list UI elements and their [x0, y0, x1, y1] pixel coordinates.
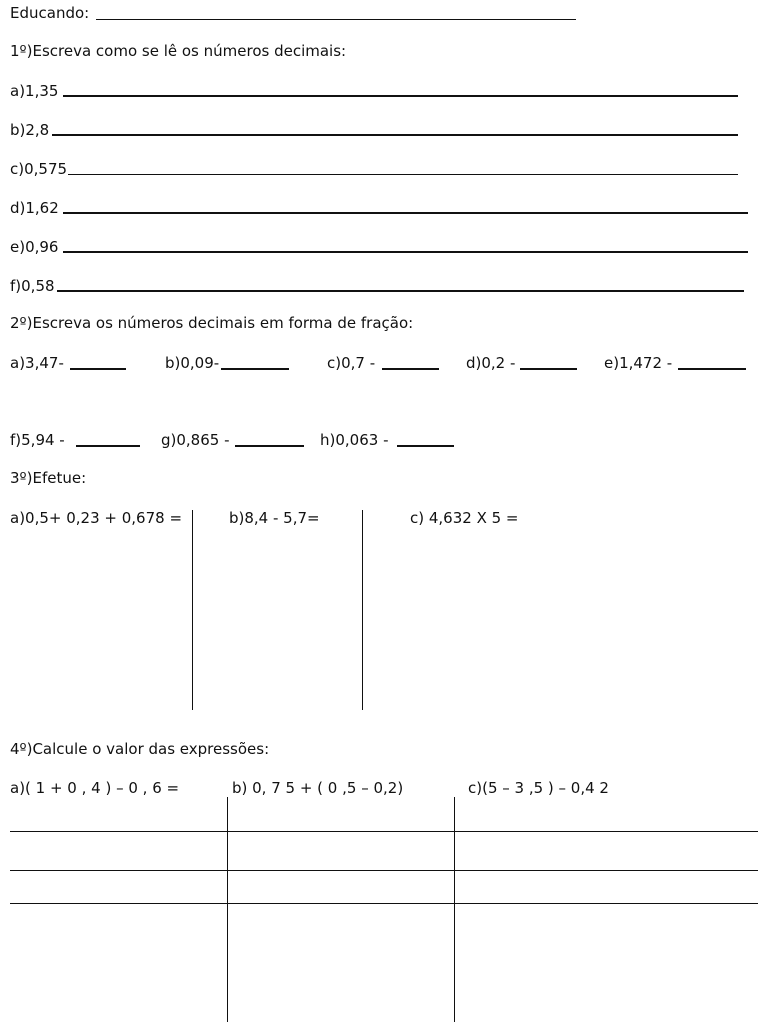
q2-answer-line-h[interactable] — [397, 445, 454, 447]
q2-item-a: a)3,47- — [10, 354, 64, 372]
q2-answer-line-b[interactable] — [221, 368, 289, 370]
q1-item-a: a)1,35 — [10, 82, 59, 100]
q1-item-d: d)1,62 — [10, 199, 59, 217]
q3-item-a: a)0,5+ 0,23 + 0,678 = — [10, 509, 183, 527]
q4-item-a: a)( 1 + 0 , 4 ) – 0 , 6 = — [10, 779, 180, 797]
q2-answer-line-c[interactable] — [382, 368, 439, 370]
q3-item-c: c) 4,632 X 5 = — [410, 509, 519, 527]
q1-answer-line-f[interactable] — [57, 290, 744, 292]
q1-item-e: e)0,96 — [10, 238, 59, 256]
q4-title: 4º)Calcule o valor das expressões: — [10, 740, 270, 758]
q2-item-b: b)0,09- — [165, 354, 220, 372]
q4-answer-line-3[interactable] — [10, 903, 758, 904]
student-name-label: Educando: — [10, 4, 90, 22]
q1-title: 1º)Escreva como se lê os números decimais: — [10, 42, 347, 60]
q2-answer-line-g[interactable] — [235, 445, 304, 447]
q2-item-f: f)5,94 - — [10, 431, 65, 449]
q2-item-g: g)0,865 - — [161, 431, 230, 449]
q3-column-divider-2 — [362, 510, 363, 710]
q1-answer-line-b[interactable] — [52, 134, 738, 136]
q4-answer-line-1[interactable] — [10, 831, 758, 832]
q4-answer-line-2[interactable] — [10, 870, 758, 871]
q2-title: 2º)Escreva os números decimais em forma de fração: — [10, 314, 414, 332]
q4-item-c: c)(5 – 3 ,5 ) – 0,4 2 — [468, 779, 609, 797]
q1-item-f: f)0,58 — [10, 277, 55, 295]
q1-item-b: b)2,8 — [10, 121, 50, 139]
q2-answer-line-e[interactable] — [678, 368, 746, 370]
q3-title: 3º)Efetue: — [10, 469, 87, 487]
q1-answer-line-c[interactable] — [68, 174, 738, 175]
q3-item-b: b)8,4 - 5,7= — [229, 509, 320, 527]
q2-item-d: d)0,2 - — [466, 354, 516, 372]
q3-column-divider-1 — [192, 510, 193, 710]
q1-answer-line-e[interactable] — [63, 251, 748, 253]
q1-answer-line-d[interactable] — [63, 212, 748, 214]
q2-answer-line-d[interactable] — [520, 368, 577, 370]
q1-answer-line-a[interactable] — [63, 95, 738, 97]
q1-item-c: c)0,575 — [10, 160, 68, 178]
q2-item-e: e)1,472 - — [604, 354, 673, 372]
student-name-field[interactable] — [96, 19, 576, 20]
q2-item-h: h)0,063 - — [320, 431, 389, 449]
q2-answer-line-a[interactable] — [70, 368, 126, 370]
q4-item-b: b) 0, 7 5 + ( 0 ,5 – 0,2) — [232, 779, 404, 797]
q2-item-c: c)0,7 - — [327, 354, 376, 372]
q2-answer-line-f[interactable] — [76, 445, 140, 447]
